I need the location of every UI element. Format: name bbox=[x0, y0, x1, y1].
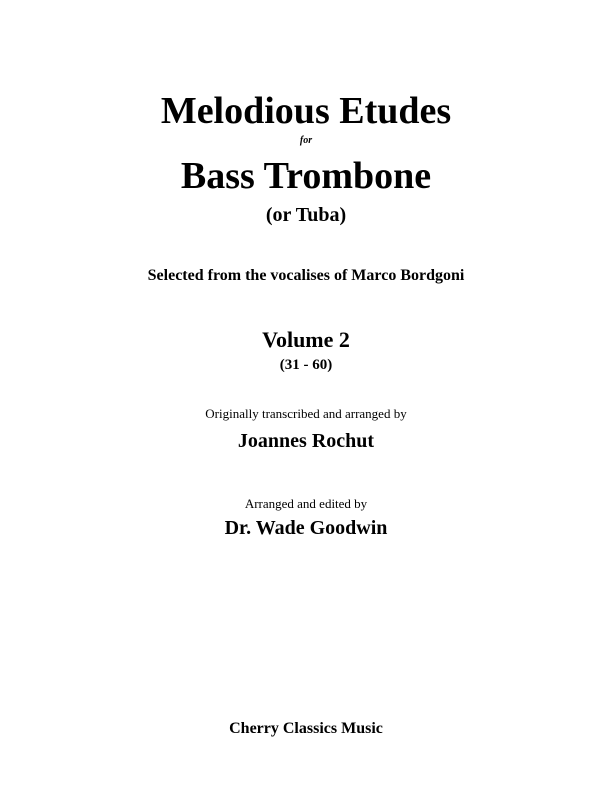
editor-name: Dr. Wade Goodwin bbox=[224, 517, 388, 539]
transcriber-label: Originally transcribed and arranged by bbox=[205, 406, 407, 421]
volume-range: (31 - 60) bbox=[279, 357, 333, 373]
editor-label: Arranged and edited by bbox=[244, 496, 368, 511]
source-subtitle: Selected from the vocalises of Marco Bordgoni bbox=[147, 267, 465, 284]
instrument-title: Bass Trombone bbox=[180, 155, 432, 197]
main-title: Melodious Etudes bbox=[160, 90, 452, 132]
transcriber-name: Joannes Rochut bbox=[237, 430, 375, 452]
volume-label: Volume 2 bbox=[262, 327, 350, 352]
alternate-instrument: (or Tuba) bbox=[265, 204, 347, 226]
publisher-name: Cherry Classics Music bbox=[229, 720, 383, 737]
title-for-word: for bbox=[299, 135, 313, 146]
